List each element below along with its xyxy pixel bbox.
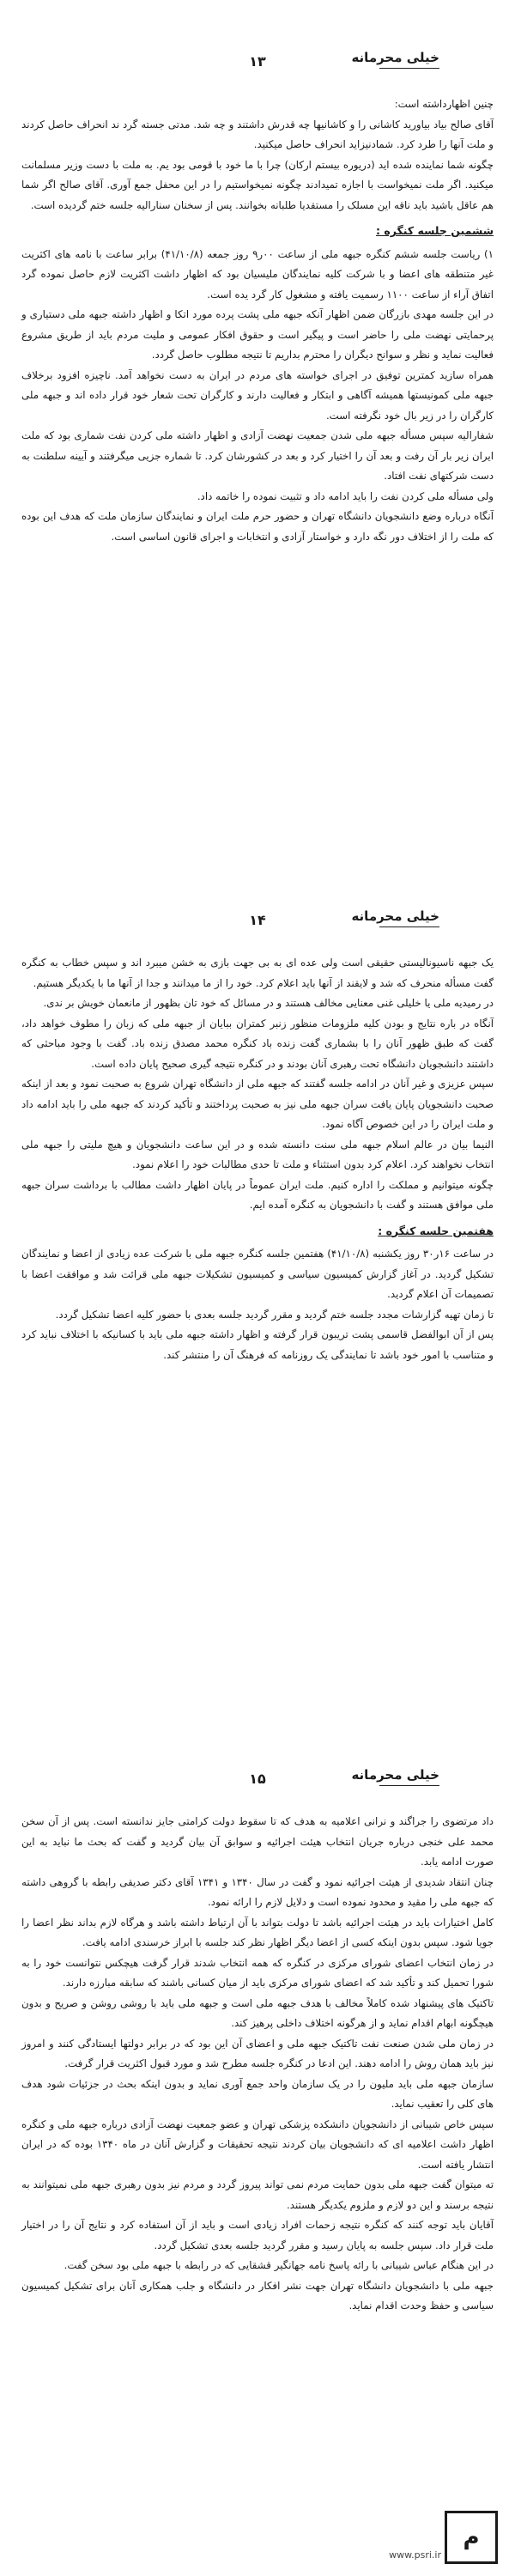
document-page-13: [0, 0, 515, 859]
paragraph: چنین اظهارداشته است:: [394, 98, 494, 110]
classification-label: خیلی محرمانه: [351, 50, 439, 69]
paragraph: ۱) ریاست جلسه ششم کنگره جبهه ملی از ساعت ۰۰ر۹ روز جمعه (۴۱/۱۰/۸) برابر ساعت با نامه های اکثریت غیر متنطقه های اعضا و با شرکت کلیه نمایندگان ملیسیان بود که اظهار داشت اکثریت لازم حاصل نموده گرد اتفاق آراء از ساعت ۱۱۰۰ رسمیت یافته و مشغول کار گرد یده است.: [21, 247, 494, 301]
paragraph: چگونه میتوانیم و مملکت را اداره کنیم. ملت ایران عموماً در پایان اظهار داشت مطالب با برداشت سران جبهه ملی موافق هستند و گفت با دانشجویان به کنگره آمده ایم.: [21, 1178, 494, 1211]
paragraph: تا زمان تهیه گزارشات مجدد جلسه ختم گردید و مقرر گردید جلسه بعدی با حضور کلیه اعضا تشکیل گردد.: [55, 1308, 494, 1321]
classification-label: خیلی محرمانه: [351, 908, 439, 927]
page-body: [21, 953, 494, 1365]
page-number: ۱۵: [249, 1771, 266, 1787]
paragraph: در این جلسه مهدی بازرگان ضمن اظهار آنکه جبهه ملی پشت پرده مورد اتکا و اظهار داشته جبهه ملی دستیاری و پرحمایتی نهضت ملی را حاضر است و پیگیر است و حقوق افکار عمومی و ملیت مردم باید از طریق مشروع فعالیت نماید و نظر و سوانح دیگران را محترم بداریم تا نتیجه مطلوب حاصل گردد.: [21, 308, 494, 361]
page-body: [21, 94, 494, 547]
paragraph: همراه سازید کمترین توفیق در اجرای خواسته های مردم در ایران به دست نخواهد آمد. ناچیزه افزود برخلاف جبهه ملی کمونیستها همیشه آگاهی و ابتکار و فعالیت دارند و کارگران تحت شعار خود قرار داده اند و جبهه ملی کارگران را در زیر بال خود نگرفته است.: [21, 368, 494, 422]
document-page-15: [0, 1717, 515, 2576]
paragraph: در رمیدیه ملی یا خلیلی غنی معنایی مخالف هستند و در مسائل که خود تان بظهور از مانعمان خویش بر ندی.: [43, 997, 494, 1009]
paragraph: ته میتوان گفت جبهه ملی بدون حمایت مردم نمی تواند پیروز گردد و مردم نیز بدون رهبری جبهه ملی نمیتوانند به نتیجه برسند و این دو لازم و ملزوم یکدیگر هستند.: [21, 2178, 494, 2211]
paragraph: در زمان ملی شدن صنعت نفت تاکتیک جبهه ملی و اعضای آن این بود که در برابر دولتها ایستادگی کنند و امروز نیز باید همان روش را ادامه دهند. این ادعا در کنگره جلسه مطرح شد و مورد قبول اکثریت قرار گرفت.: [21, 2037, 494, 2069]
paragraph: سپس خاص شیبانی از دانشجویان دانشکده پزشکی تهران و عضو جمعیت نهضت آزادی درباره جبهه ملی و کنگره اظهار داشت اعلامیه ای که دانشجویان بیان کردند نتیجه تحقیقات و گزارش آنان در ماه ۱۳۴۰ بوده که در ایران انتشار یافته است.: [21, 2117, 494, 2171]
paragraph: آقایان باید توجه کنند که کنگره نتیجه زحمات افراد زیادی است و باید از آن استفاده کرد و نتایج آن را در اختیار ملت قرار داد. سپس جلسه به پایان رسید و مقرر گردید جلسه بعدی تشکیل گردد.: [21, 2219, 494, 2251]
paragraph: در ساعت ۱۶ر۳۰ روز یکشنبه (۴۱/۱۰/۸) هفتمین جلسه کنگره جبهه ملی با شرکت عده زیادی از اعضا و نمایندگان تشکیل گردید. در آغاز گزارش کمیسیون سیاسی و کمیسیون تشکیلات جبهه ملی قرائت شد و موافقت اعضا با تصمیمات آن اعلام گردید.: [21, 1248, 494, 1300]
paragraph: یک جبهه ناسیونالیستی حقیقی است ولی عده ای به بی جهت بازی به خشن میبرد اند و سپس خطاب به کنگره گفت مسأله منحرف که شد و لایقند از آنها باید اعلام کرد. خود را از ما میدانند و جدا از آنها ما با یکدیگر هستیم.: [21, 957, 494, 989]
paragraph: سپس عزیزی و غیر آنان در ادامه جلسه گفتند که جبهه ملی از دانشگاه تهران شروع به صحبت نمود و بعد از اینکه صحبت دانشجویان پایان یافت سران جبهه ملی نیز به صحبت پرداختند و تأکید کردند که جبهه ملی را باید ادامه داد و ملت ایران را در این خصوص آگاه نمود.: [21, 1078, 494, 1130]
paragraph: پس از آن ابوالفضل قاسمی پشت تریبون قرار گرفته و اظهار داشته جبهه ملی باید با کسانیکه با اختلاف نباید کرد و متناسب با امور خود باشد تا نمایندگی یک روزنامه که فرهنگ آن را منتشر کند.: [21, 1328, 494, 1361]
paragraph: کامل اختیارات باید در هیئت اجرائیه باشد تا دولت بتواند با آن ارتباط داشته باشد و هرگاه لازم بداند نظر اعضا را جویا شود. سپس بدون اینکه کسی از اعضا دیگر اظهار نظر کند جلسه با ابراز خرسندی ادامه یافت.: [21, 1916, 494, 1948]
paragraph: ولی مسأله ملی کردن نفت را باید ادامه داد و تثبیت نموده را خاتمه داد.: [197, 489, 494, 502]
page-number: ۱۴: [249, 912, 266, 928]
paragraph: داد مرتضوی را جراگند و نرانی اعلامیه به هدف که تا سقوط دولت کرامتی جایز ندانسته است. پس از آن سخن محمد علی خنجی درباره جریان انتخاب هیئت اجرائیه و سوابق آن بیان گردید و گفت که بحث ما نباید به این صورت ادامه یابد.: [21, 1815, 494, 1868]
site-url[interactable]: www.psri.ir: [389, 2549, 441, 2561]
archive-logo-icon: [445, 2511, 498, 2564]
paragraph: چنان انتقاد شدیدی از هیئت اجرائیه نمود و گفت در سال ۱۳۴۰ و ۱۳۴۱ آقای دکتر صدیقی رابطه با گروهی داشته که جبهه ملی را مقید و محدود نموده است و دلایل لازم را ارائه نمود.: [21, 1875, 494, 1908]
document-page-14: [0, 859, 515, 1717]
page-number: ۱۳: [249, 53, 266, 70]
section-heading: هفتمین جلسه کنگره :: [378, 1224, 494, 1237]
paragraph: در این هنگام عباس شیبانی با رائه پاسخ نامه جهانگیر قشقایی که در رابطه با جبهه ملی بود سخن گفت.: [64, 2259, 494, 2271]
paragraph: النیما بیان در عالم اسلام جبهه ملی سنت دانسته شده و در این ساعت دانشجویان و هیچ ملیتی را جبهه ملی انتخاب نخواهند کرد. اعلام کرد بدون استثناء و ملت تا حدی مطالبات خود را اعلام نمود.: [21, 1138, 494, 1170]
logo-glyph: م: [463, 2524, 480, 2550]
paragraph: شفارالیه سپس مسأله جبهه ملی شدن جمعیت نهضت آزادی و اظهار داشته ملی کردن نفت شماری بود که ملت ایران زیر بار آن رفت و بعد آن را اختیار کرد و بعد در کشورشان کرد. تا شماره جزیی میگرفتند و آیینه سلطنت به دست شرکتهای نفت افتاد.: [21, 429, 494, 482]
paragraph: در زمان انتخاب اعضای شورای مرکزی در کنگره که همه انتخاب شدند قرار گرفت هیچکس نتوانست خود را به شورا تحمیل کند و تأکید شد که اعضای شورای مرکزی باید از میان کسانی باشند که سابقه مبارزه دارند.: [21, 1956, 494, 1989]
paragraph: آنگاه در باره نتایج و بودن کلیه ملزومات منظور زنبر کمتران ببایان از جبهه ملی که زبان را مطوف خواهد داد، گفت که طبق ظهور آنان را با بشماری گفت زنده باد کنگره محمد مصدق زنده باد. گفت با وجود مباحثی که داشتند دانشجویان دانشگاه تحت رهبری آنان بودند و در کنگره نتیجه گیری صحیح پایان داده است.: [21, 1017, 494, 1070]
paragraph: سازمان جبهه ملی باید ملیون را در یک سازمان واحد جمع آوری نماید و بدون اینکه بحث در جزئیات شود هدف های کلی را تعقیب نماید.: [21, 2077, 494, 2110]
paragraph: آقای صالح بیاد بیاورید کاشانی را و کاشانیها چه قدرش داشتند و چه شد. مدتی جسته گرد ند انحراف حاصل کردند و ملت آنها را طرد کرد. شمادنیزاید انحراف حاصل میکنید.: [21, 118, 494, 150]
paragraph: تاکتیک های پیشنهاد شده کاملاً مخالف با هدف جبهه ملی است و جبهه ملی باید با روشی روشن و صریح و بدون هیچگونه ابهام اقدام نماید و از هرگونه اختلاف داخلی پرهیز کند.: [21, 1996, 494, 2029]
paragraph: چگونه شما نماینده شده اید (دریوره بیستم ارکان) چرا با ما خود با قومی بود یم. به ملت با دست وزیر مسلمانت میکنید. اگر ملت نمیخواست با اجازه تمیدادند چگونه نمیخواستیم را در این محفل جمع آوری. آقای صالح اگر شما هم عاقل باشید باید ناقه این مسلک را مستقدیا طلبانه بخوانند. پس از سخنان سنارالیه جلسه ختم گردیده است.: [21, 158, 494, 211]
classification-label: خیلی محرمانه: [351, 1767, 439, 1786]
page-body: [21, 1812, 494, 2317]
section-heading: ششمین جلسه کنگره :: [375, 224, 494, 237]
paragraph: آنگاه درباره وضع دانشجویان دانشگاه تهران و حضور حرم ملت ایران و نمایندگان سازمان ملت که هدف این بوده که ملت را از اختلاف دور نگه دارد و خواستار آزادی و انتخابات و اجرای قانون اساسی است.: [21, 510, 494, 543]
paragraph: جبهه ملی با دانشجویان دانشگاه تهران جهت نشر افکار در دانشگاه و جلب همکاری آنان برای تشکیل کمیسیون سیاسی و حفظ وحدت اقدام نماید.: [21, 2279, 494, 2312]
